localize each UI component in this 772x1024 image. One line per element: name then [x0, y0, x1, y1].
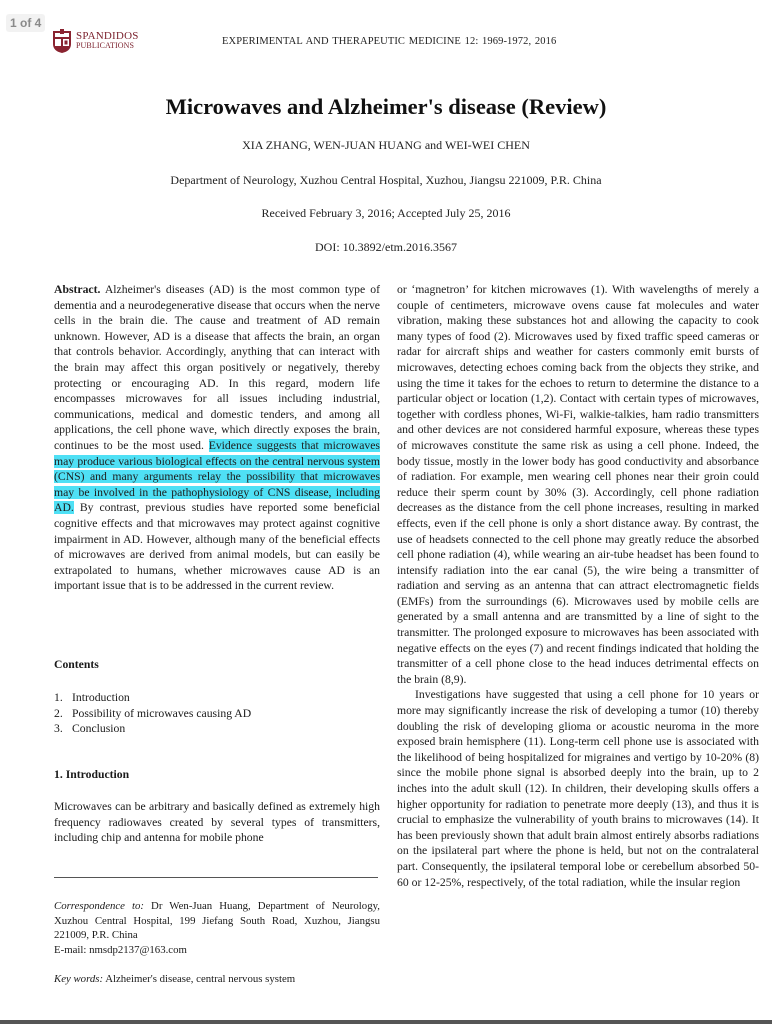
abstract-highlighted-text[interactable]: Evidence suggests that microwaves may produce various biological effects on the central nervous system (CNS) and many arguments relay the possibility that microwaves may be involved in the pathophysiology of CNS disease, including AD.: [54, 438, 380, 515]
correspondence-email[interactable]: E-mail: nmsdp2137@163.com: [54, 943, 187, 956]
contents-heading: Contents: [54, 658, 99, 671]
contents-item[interactable]: [54, 690, 251, 706]
correspondence-note: [54, 899, 380, 957]
page-indicator: 1 of 4: [6, 14, 45, 32]
contents-item-label: Introduction: [72, 691, 130, 704]
abstract-label: Abstract.: [54, 283, 101, 296]
contents-item-number: 1.: [54, 691, 63, 704]
article-doi[interactable]: DOI: 10.3892/etm.2016.3567: [315, 240, 457, 254]
correspondence-text: Dr Wen-Juan Huang, Department of Neurology, Xuzhou Central Hospital, 199 Jiefang South Road, Xuzhou, Jiangsu 221009, P.R. China: [54, 900, 380, 942]
keywords-text: Alzheimer's disease, central nervous system: [103, 973, 296, 985]
introduction-paragraph-right-1: or ‘magnetron’ for kitchen microwaves (1). With wavelengths of merely a couple of centimeters, microwave ovens cause fat molecules and water vibration, making these substances hot and allowing the capacity to cook many types of food (2). Microwaves used by fixed traffic speed cameras or radar for aircraft ships and weather for casters commonly emit bursts of microwaves, detecting echoes coming back from the objects they strike, and using the time it takes for the echoes to return to determine the distance to a particular object or location (1,2). Contact with certain types of microwaves, together with cordless phones, Wi-Fi, walkie-talkies, ham radio transmitters and other devices are not considered harmful exposure, whereas these types of microwaves constitute the same risk as using a cell phone. Indeed, the body tissue, mostly in the lower body has good conductivity and absorbance of radiation. For example, men wearing cell phones near their groin could reduce their sperm count by 30% (3). Accordingly, cell phone radiation decreases as the distance from the cell phone increases, resulting in marked effects, even if the cell phone is only a short distance away. By contrast, the use of headsets connected to the cell phone may greatly reduce the absorbed cell phone radiation (4), while wearing an air-tube headset has been found to intensify radiation into the ear canal (5), the wire being a transmitter of radiation and serving as an antenna that can attract electromagnetic fields (EMFs) from the surroundings (6). Microwaves used by mobile cells are generated by a small antenna and are transmitted by a line of sight to the transmitter. The prolonged exposure to microwaves has been associated with negative effects on the eyes (7) and recent findings indicated that holding the transmitter of a cell phone close to the head induces detrimental effects on the brain (8,9).: [397, 283, 759, 686]
contents-item-number: 3.: [54, 722, 63, 736]
introduction-paragraph-right-2: Investigations have suggested that using a cell phone for 10 years or more may significantly increase the risk of developing a tumor (10) thereby doubling the risk of developing glioma or acoustic neuroma in the more exposed brain hemisphere (11). Long-term cell phone use is associated with the likelihood of being hospitalized for migraines and vertigo by 10-20% (8) since the mobile phone signal is absorbed deeply into the brain, up to 2 inches into the adult skull (12). In children, their developing skulls offers a higher opportunity for radiation to penetrate more deeply (13), and thus it is crucial to emphasize the vulnerability of youth brains to microwaves (14). It has been previously shown that adult brain almost entirely absorbs radiations on the ipsilateral part where the phone is held, but not on the contralateral part. Consequently, the ipsilateral temporal lobe or cerebellum absorbed 50-60 or 12-25%, respectively, of the total radiation, while the insular region: [397, 688, 759, 889]
contents-item-number: 2.: [54, 706, 63, 720]
keywords-label: Key words:: [54, 973, 104, 985]
abstract-text-before: Alzheimer's diseases (AD) is the most common type of dementia and a neurodegenerative disease that occurs when the nerve cells in the brain die. The cause and treatment of AD remain unknown. However, AD is a disease that affects the brain, an organ that controls behavior. Accordingly, anything that can interact with the brain may affect this organ positively or negatively, thereby protecting or encouraging AD. In this regard, modern life encompasses microwaves for all issues including industrial, communications, medical and domestic tenders, and among all applications, the cell phone wave, which directly exposes the brain, continues to be the most used.: [54, 283, 380, 452]
contents-item-label: Possibility of microwaves causing AD: [72, 706, 252, 720]
spandidos-shield-icon: [52, 28, 72, 54]
introduction-heading: 1. Introduction: [54, 768, 130, 781]
publisher-logo: [52, 28, 139, 54]
contents-item-label: Conclusion: [72, 722, 126, 736]
article-affiliation: Department of Neurology, Xuzhou Central Hospital, Xuzhou, Jiangsu 221009, P.R. China: [170, 173, 602, 187]
article-title: Microwaves and Alzheimer's disease (Review): [165, 94, 607, 119]
contents-list: [54, 690, 251, 737]
article-authors: XIA ZHANG, WEN-JUAN HUANG and WEI-WEI CHEN: [242, 138, 530, 152]
abstract-text-after: By contrast, previous studies have reported some beneficial cognitive effects and that microwaves may protect against cognitive impairment in AD. However, although many of the beneficial effects of microwaves are derived from animal models, but can easily be extrapolated to humans, whether microwaves cause AD is an important issue that is to be addressed in the current review.: [54, 501, 380, 593]
logo-line1: SPANDIDOS: [76, 30, 139, 42]
contents-item[interactable]: [54, 721, 251, 737]
article-dates: Received February 3, 2016; Accepted July 25, 2016: [261, 206, 511, 220]
journal-running-header: EXPERIMENTAL AND THERAPEUTIC MEDICINE 12: 1969-1972, 2016: [222, 36, 557, 47]
contents-item[interactable]: [54, 706, 251, 722]
viewer-bottom-edge: [0, 1020, 772, 1024]
right-column: [397, 282, 759, 890]
abstract: [54, 282, 380, 594]
introduction-paragraph-left: Microwaves can be arbitrary and basically defined as extremely high frequency radiowaves created by several types of transmitters, including chip and antenna for mobile phone: [54, 800, 380, 845]
logo-line2: PUBLICATIONS: [76, 41, 135, 50]
abstract-paragraph: [54, 282, 380, 594]
correspondence-label: Correspondence to:: [54, 900, 145, 912]
keywords: [54, 972, 295, 987]
footnote-divider: [54, 877, 378, 878]
